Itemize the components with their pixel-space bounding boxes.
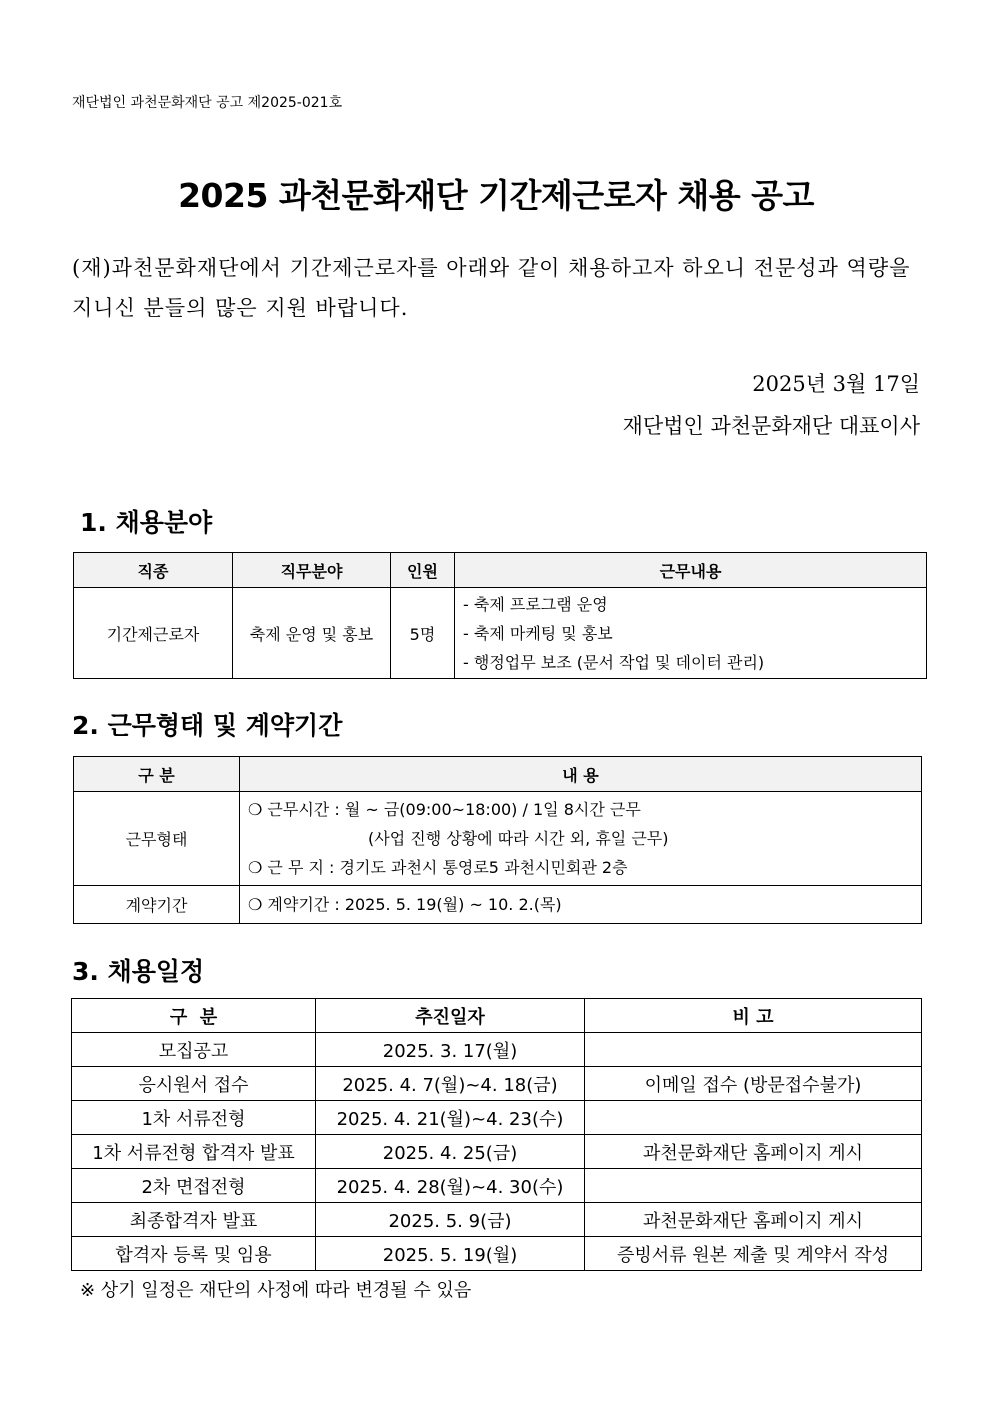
table-row [74, 792, 922, 886]
date-cell: 2025. 4. 7(월)~4. 18(금) [316, 1067, 585, 1101]
table-row [72, 1237, 922, 1271]
stage-cell: 모집공고 [72, 1033, 316, 1067]
signer: 재단법인 과천문화재단 대표이사 [622, 414, 920, 438]
count-cell: 5명 [391, 588, 455, 679]
remark-cell [585, 1169, 922, 1203]
column-header: 직무분야 [233, 553, 391, 588]
column-header: 직종 [74, 553, 233, 588]
column-header: 구 분 [74, 757, 240, 792]
remark-cell: 과천문화재단 홈페이지 게시 [585, 1135, 922, 1169]
section-heading-recruitment-field: 1. 채용분야 [80, 508, 213, 537]
intro-paragraph: (재)과천문화재단에서 기간제근로자를 아래와 같이 채용하고자 하오니 전문성과 역량을 지니신 분들의 많은 지원 바랍니다. [72, 256, 911, 320]
stage-cell: 1차 서류전형 [72, 1101, 316, 1135]
column-header: 근무내용 [455, 553, 927, 588]
date-cell: 2025. 4. 25(금) [316, 1135, 585, 1169]
job-type-cell: 기간제근로자 [74, 588, 233, 679]
table-row [72, 1033, 922, 1067]
work-type-table [73, 756, 922, 924]
column-header: 내 용 [240, 757, 922, 792]
document-number: 재단법인 과천문화재단 공고 제2025-021호 [72, 95, 343, 111]
contract-period: ❍ 계약기간 : 2025. 5. 19(월) ~ 10. 2.(목) [240, 886, 922, 924]
section-heading-work-type: 2. 근무형태 및 계약기간 [72, 711, 343, 740]
remark-cell: 증빙서류 원본 제출 및 계약서 작성 [585, 1237, 922, 1271]
column-header: 구 분 [72, 999, 316, 1033]
schedule-table [71, 998, 922, 1271]
duty-item: - 축제 프로그램 운영 [463, 594, 608, 614]
work-type-label: 근무형태 [74, 792, 240, 886]
column-header: 추진일자 [316, 999, 585, 1033]
date-cell: 2025. 5. 9(금) [316, 1203, 585, 1237]
table-header-row [74, 553, 927, 588]
contract-label: 계약기간 [74, 886, 240, 924]
table-row [74, 886, 922, 924]
remark-cell [585, 1101, 922, 1135]
work-type-content [240, 792, 922, 886]
table-row [72, 1101, 922, 1135]
duty-item: - 축제 마케팅 및 홍보 [463, 623, 613, 643]
duty-item: - 행정업무 보조 (문서 작업 및 데이터 관리) [463, 652, 765, 672]
table-header-row [72, 999, 922, 1033]
announcement-date: 2025년 3월 17일 [752, 372, 920, 396]
page-title: 2025 과천문화재단 기간제근로자 채용 공고 [178, 176, 814, 215]
column-header: 인원 [391, 553, 455, 588]
section-heading-schedule: 3. 채용일정 [72, 957, 205, 986]
work-hours-note: (사업 진행 상황에 따라 시간 외, 휴일 근무) [368, 829, 669, 848]
date-cell: 2025. 4. 21(월)~4. 23(수) [316, 1101, 585, 1135]
stage-cell: 응시원서 접수 [72, 1067, 316, 1101]
recruitment-field-table [73, 552, 927, 679]
stage-cell: 2차 면접전형 [72, 1169, 316, 1203]
remark-cell: 과천문화재단 홈페이지 게시 [585, 1203, 922, 1237]
table-row [72, 1169, 922, 1203]
date-cell: 2025. 5. 19(월) [316, 1237, 585, 1271]
work-place: ❍ 근 무 지 : 경기도 과천시 통영로5 과천시민회관 2층 [248, 858, 628, 877]
remark-cell: 이메일 접수 (방문접수불가) [585, 1067, 922, 1101]
date-cell: 2025. 4. 28(월)~4. 30(수) [316, 1169, 585, 1203]
remark-cell [585, 1033, 922, 1067]
stage-cell: 1차 서류전형 합격자 발표 [72, 1135, 316, 1169]
schedule-note: ※ 상기 일정은 재단의 사정에 따라 변경될 수 있음 [80, 1280, 472, 1301]
table-row [72, 1067, 922, 1101]
table-row [72, 1203, 922, 1237]
date-cell: 2025. 3. 17(월) [316, 1033, 585, 1067]
stage-cell: 최종합격자 발표 [72, 1203, 316, 1237]
table-row [72, 1135, 922, 1169]
table-header-row [74, 757, 922, 792]
column-header: 비 고 [585, 999, 922, 1033]
stage-cell: 합격자 등록 및 임용 [72, 1237, 316, 1271]
duties-cell [455, 588, 927, 679]
field-cell: 축제 운영 및 홍보 [233, 588, 391, 679]
table-row [74, 588, 927, 679]
work-hours: ❍ 근무시간 : 월 ~ 금(09:00~18:00) / 1일 8시간 근무 [248, 800, 641, 819]
